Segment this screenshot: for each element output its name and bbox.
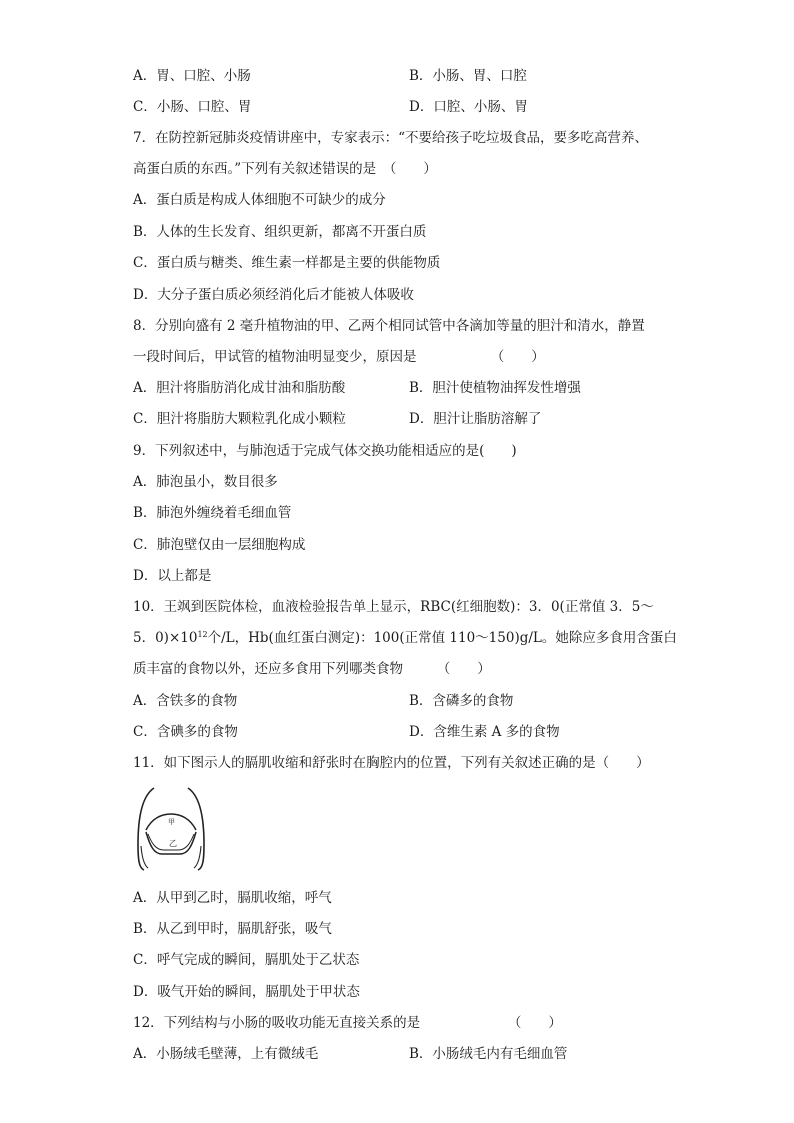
q12-option-a: A．小肠绒毛壁薄，上有微绒毛 [133,1046,319,1062]
q11-option-c: C．呼气完成的瞬间，膈肌处于乙状态 [133,952,360,968]
q10-option-b: B．含磷多的食物 [409,693,514,709]
q8-option-d: D．胆汁让脂肪溶解了 [409,411,542,427]
q12-option-b: B．小肠绒毛内有毛细血管 [409,1046,568,1062]
q9-option-c: C．肺泡壁仅由一层细胞构成 [133,537,306,553]
q8-option-a: A．胆汁将脂肪消化成甘油和脂肪酸 [133,380,346,396]
figure-label-yi: 乙 [169,839,177,848]
q7-option-c: C．蛋白质与糖类、维生素一样都是主要的供能物质 [133,255,441,271]
q10-option-c: C．含碘多的食物 [133,724,238,740]
q8-option-c: C．胆汁将脂肪大颗粒乳化成小颗粒 [133,411,346,427]
chest-wall-left-inner [141,846,148,868]
q10-stem-line3: 质丰富的食物以外，还应多食用下列哪类食物 （ ） [133,661,491,677]
chest-wall-right-inner [194,846,201,868]
q10-stem-line2-pre: 5．0)×10 [133,630,198,646]
q10-option-a: A．含铁多的食物 [133,693,238,709]
q11-option-d: D．吸气开始的瞬间，膈肌处于甲状态 [133,984,360,1000]
q10-exponent: 12 [197,630,208,639]
q6-option-d: D．口腔、小肠、胃 [409,99,528,115]
q8-option-b: B．胆汁使植物油挥发性增强 [409,380,581,396]
q9-option-b: B．肺泡外缠绕着毛细血管 [133,505,292,521]
diaphragm-figure [136,784,206,876]
q6-option-a: A．胃、口腔、小肠 [133,68,251,84]
q7-stem-line1: 7．在防控新冠肺炎疫情讲座中，专家表示：“不要给孩子吃垃圾食品，要多吃高营养、 [133,130,648,146]
q12-stem: 12．下列结构与小肠的吸收功能无直接关系的是 （ ） [133,1015,562,1031]
q6-option-b: B．小肠、胃、口腔 [409,68,527,84]
q11-stem: 11．如下图示人的膈肌收缩和舒张时在胸腔内的位置，下列有关叙述正确的是（ ） [133,755,650,771]
q8-stem-line1: 8．分别向盛有 2 毫升植物油的甲、乙两个相同试管中各滴加等量的胆汁和清水，静置 [133,318,645,334]
q7-option-d: D．大分子蛋白质必须经消化后才能被人体吸收 [133,287,414,303]
q7-stem-line2: 高蛋白质的东西。”下列有关叙述错误的是 （ ） [133,161,437,177]
q7-option-b: B．人体的生长发育、组织更新，都离不开蛋白质 [133,224,427,240]
q10-stem-line1: 10．王飒到医院体检，血液检验报告单上显示，RBC(红细胞数)：3．0(正常值 3．5～ [133,599,654,615]
diaphragm-diagram [136,784,206,876]
q9-stem: 9．下列叙述中，与肺泡适于完成气体交换功能相适应的是( ) [133,443,517,459]
q11-option-a: A．从甲到乙时，膈肌收缩，呼气 [133,890,332,906]
q11-option-b: B．从乙到甲时，膈肌舒张，吸气 [133,921,332,937]
q9-option-d: D．以上都是 [133,568,212,584]
q9-option-a: A．肺泡虽小，数目很多 [133,474,278,490]
q10-stem-line2-post: 个/L，Hb(血红蛋白测定)：100(正常值 110～150)g/L。她除应多食用含蛋白 [207,630,677,646]
figure-label-jia: 甲 [168,818,175,826]
q10-option-d: D．含维生素 A 多的食物 [409,724,560,740]
q8-stem-line2: 一段时间后，甲试管的植物油明显变少，原因是 （ ） [133,349,545,365]
q10-stem-line2 [133,628,677,648]
q7-option-a: A．蛋白质是构成人体细胞不可缺少的成分 [133,192,386,208]
q6-option-c: C．小肠、口腔、胃 [133,99,252,115]
